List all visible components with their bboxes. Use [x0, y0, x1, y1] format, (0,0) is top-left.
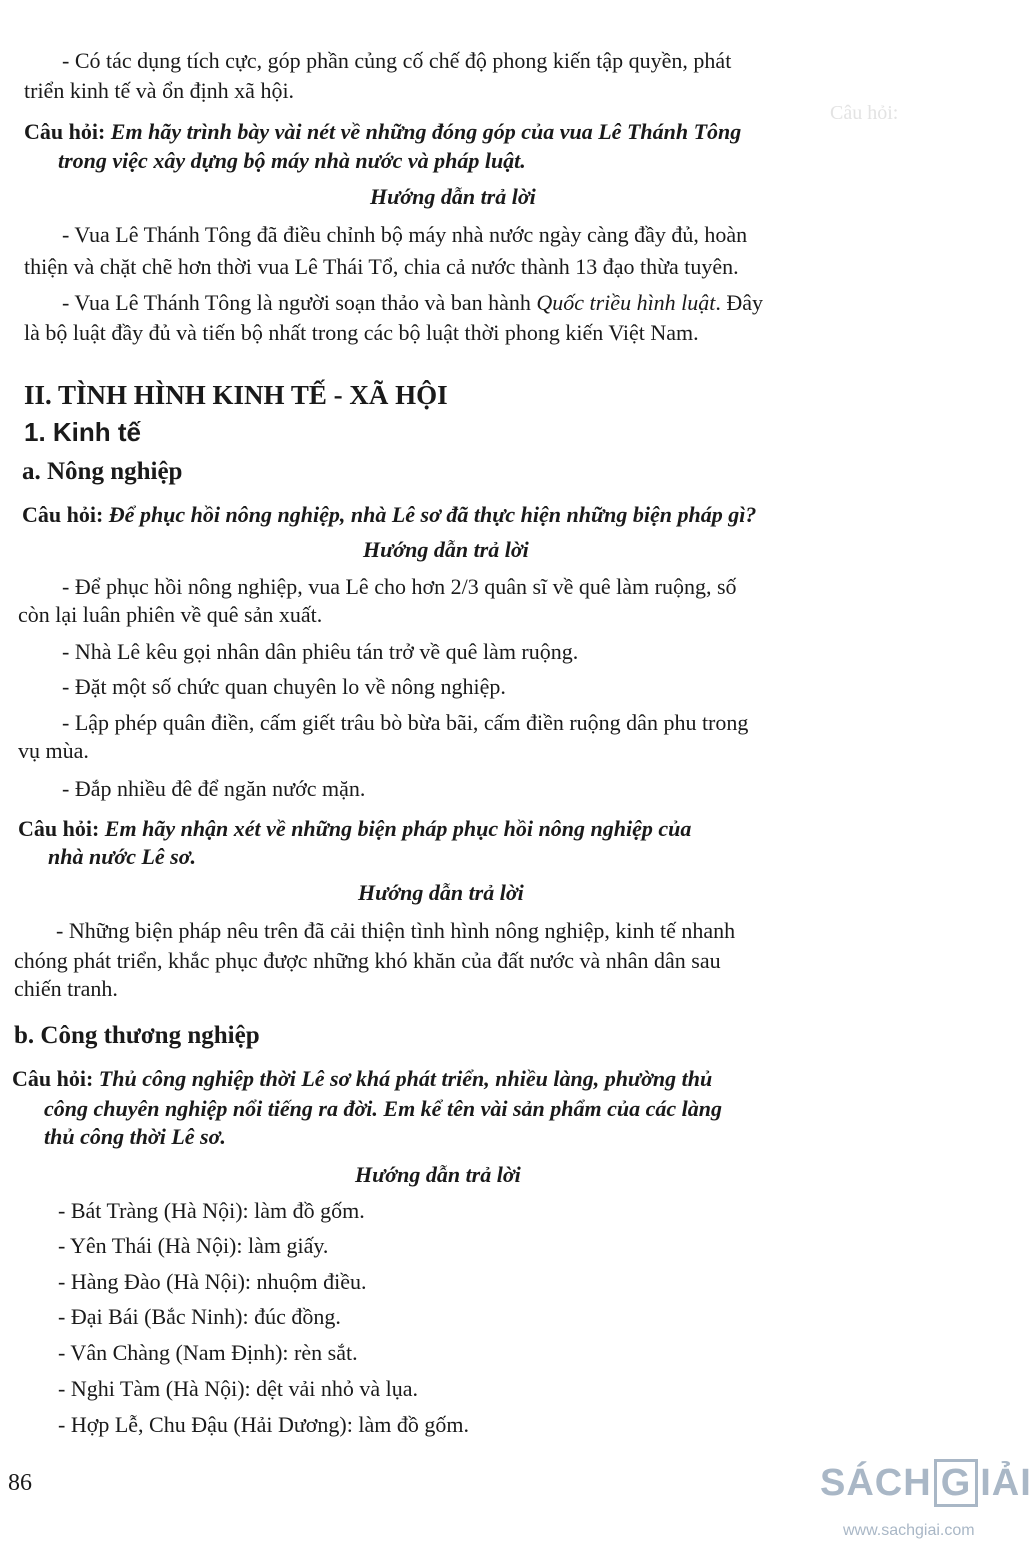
paragraph-line: triển kinh tế và ổn định xã hội.: [24, 78, 295, 103]
question-4: [12, 1064, 712, 1094]
paragraph-line: - Lập phép quân điền, cấm giết trâu bò bừa bãi, cấm điền ruộng dân phu trong: [62, 710, 749, 735]
paragraph-line: - Những biện pháp nêu trên đã cải thiện tình hình nông nghiệp, kinh tế nhanh: [56, 918, 736, 943]
list-item: - Đại Bái (Bắc Ninh): đúc đồng.: [58, 1304, 341, 1329]
question-text: thủ công thời Lê sơ.: [44, 1124, 226, 1149]
question-text: công chuyên nghiệp nổi tiếng ra đời. Em kể tên vài sản phẩm của các làng: [44, 1096, 722, 1121]
question-text: Em hãy trình bày vài nét về những đóng góp của vua Lê Thánh Tông: [110, 119, 742, 144]
list-item: - Yên Thái (Hà Nội): làm giấy.: [58, 1233, 329, 1258]
logo-box-letter: G: [934, 1459, 979, 1507]
paragraph-line: - Vua Lê Thánh Tông đã điều chỉnh bộ máy nhà nước ngày càng đầy đủ, hoàn: [62, 222, 748, 247]
paragraph-line: là bộ luật đầy đủ và tiến bộ nhất trong các bộ luật thời phong kiến Việt Nam.: [24, 320, 699, 345]
question-label: Câu hỏi:: [12, 1066, 94, 1091]
question-text: Để phục hồi nông nghiệp, nhà Lê sơ đã thực hiện những biện pháp gì?: [108, 502, 757, 527]
section-heading-b: b. Công thương nghiệp: [14, 1022, 260, 1049]
list-item: - Hợp Lễ, Chu Đậu (Hải Dương): làm đồ gốm.: [58, 1412, 469, 1437]
paragraph-line: còn lại luân phiên về quê sản xuất.: [18, 602, 323, 627]
paragraph-line: - Có tác dụng tích cực, góp phần củng cố chế độ phong kiến tập quyền, phát: [62, 48, 732, 73]
question-text: trong việc xây dựng bộ máy nhà nước và pháp luật.: [58, 148, 526, 173]
paragraph-line: - Đắp nhiều đê để ngăn nước mặn.: [62, 776, 366, 801]
list-item: - Nghi Tàm (Hà Nội): dệt vải nhỏ và lụa.: [58, 1376, 419, 1401]
question-1: [24, 117, 741, 147]
paragraph-line: chóng phát triển, khắc phục được những khó khăn của đất nước và nhân dân sau: [14, 948, 721, 973]
question-label: Câu hỏi:: [18, 816, 100, 841]
answer-guide-heading: Hướng dẫn trả lời: [355, 1162, 521, 1187]
website-url: www.sachgiai.com: [843, 1522, 975, 1539]
question-label: Câu hỏi:: [22, 502, 104, 527]
text-run: - Vua Lê Thánh Tông là người soạn thảo và ban hành: [62, 290, 531, 315]
paragraph-line: [62, 288, 763, 318]
logo-text: SÁCH: [820, 1461, 932, 1504]
paragraph-line: - Để phục hồi nông nghiệp, vua Lê cho hơn 2/3 quân sĩ về quê làm ruộng, số: [62, 574, 737, 599]
logo-text: IẢI: [980, 1461, 1032, 1504]
paragraph-line: - Nhà Lê kêu gọi nhân dân phiêu tán trở về quê làm ruộng.: [62, 639, 579, 664]
question-3: [18, 814, 691, 844]
question-text: Thủ công nghiệp thời Lê sơ khá phát triển, nhiều làng, phường thủ: [98, 1066, 713, 1091]
paragraph-line: thiện và chặt chẽ hơn thời vua Lê Thái Tổ, chia cả nước thành 13 đạo thừa tuyên.: [24, 254, 739, 279]
text-run: . Đây: [715, 290, 764, 315]
paragraph-line: - Đặt một số chức quan chuyên lo về nông nghiệp.: [62, 674, 506, 699]
paragraph-line: vụ mùa.: [18, 738, 89, 763]
question-label: Câu hỏi:: [24, 119, 106, 144]
section-heading-a: a. Nông nghiệp: [22, 458, 183, 485]
question-2: [22, 500, 756, 530]
paragraph-line: chiến tranh.: [14, 976, 118, 1001]
list-item: - Hàng Đào (Hà Nội): nhuộm điều.: [58, 1269, 367, 1294]
section-heading-1: 1. Kinh tế: [24, 417, 142, 447]
sachgiai-logo: [820, 1455, 1032, 1511]
section-heading-ii: II. TÌNH HÌNH KINH TẾ - XÃ HỘI: [24, 380, 448, 410]
list-item: - Vân Chàng (Nam Định): rèn sắt.: [58, 1340, 358, 1365]
law-title: Quốc triều hình luật: [536, 290, 716, 315]
bleed-through-text: Câu hỏi:: [830, 102, 899, 124]
list-item: - Bát Tràng (Hà Nội): làm đồ gốm.: [58, 1198, 365, 1223]
question-text: Em hãy nhận xét về những biện pháp phục hồi nông nghiệp của: [104, 816, 692, 841]
answer-guide-heading: Hướng dẫn trả lời: [363, 537, 529, 562]
answer-guide-heading: Hướng dẫn trả lời: [358, 880, 524, 905]
question-text: nhà nước Lê sơ.: [48, 844, 197, 869]
answer-guide-heading: Hướng dẫn trả lời: [370, 184, 536, 209]
page-number: 86: [8, 1470, 32, 1496]
